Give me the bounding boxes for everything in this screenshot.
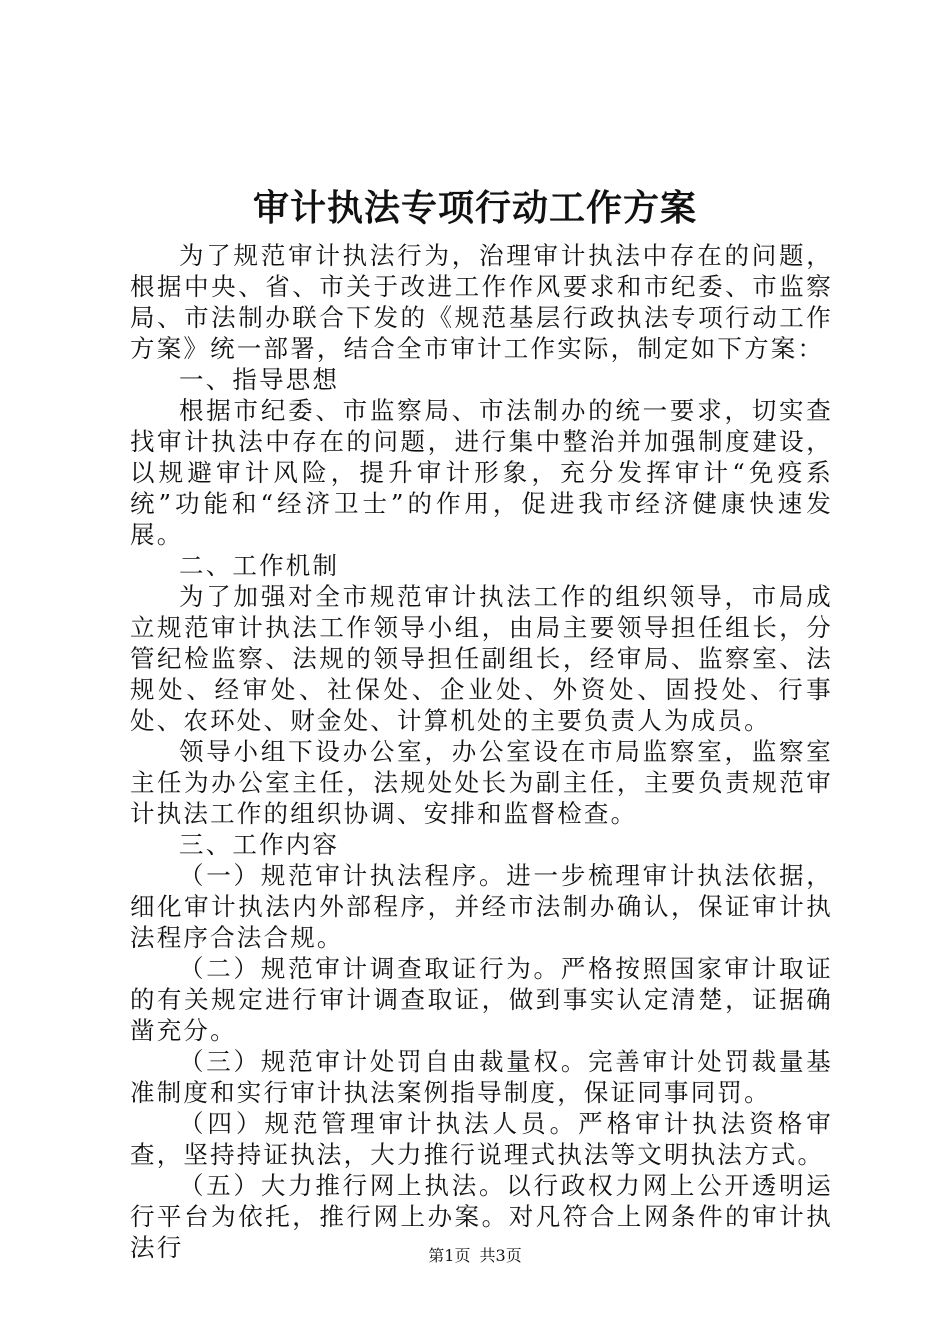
section-heading-work-mechanism: 二、工作机制 xyxy=(179,551,340,580)
page-number-total: 共3页 xyxy=(479,1246,522,1265)
work-mechanism-paragraph-1: 为了加强对全市规范审计执法工作的组织领导，市局成立规范审计执法工作领导小组，由局主要领导担任组长，分管纪检监察、法规的领导担任副组长，经审局、监察室、法规处、经审处、社保处、企业处、外资处、固投处、行事处、农环处、财金处、计算机处的主要负责人为成员。 xyxy=(130,582,833,735)
document-title: 审计执法专项行动工作方案 xyxy=(252,187,697,229)
document-body xyxy=(130,240,833,1263)
page-number-current: 第1页 xyxy=(428,1246,471,1265)
work-content-item-2: （二）规范审计调查取证行为。严格按照国家审计取证的有关规定进行审计调查取证，做到事实认定清楚，证据确凿充分。 xyxy=(130,954,833,1045)
guiding-thought-paragraph: 根据市纪委、市监察局、市法制办的统一要求，切实查找审计执法中存在的问题，进行集中整治并加强制度建设，以规避审计风险，提升审计形象，充分发挥审计“免疫系统”功能和“经济卫士”的作用，促进我市经济健康快速发展。 xyxy=(130,396,833,549)
work-content-item-4: （四）规范管理审计执法人员。严格审计执法资格审查，坚持持证执法，大力推行说理式执法等文明执法方式。 xyxy=(130,1109,833,1169)
section-heading-work-content: 三、工作内容 xyxy=(179,830,340,859)
work-content-item-1: （一）规范审计执法程序。进一步梳理审计执法依据，细化审计执法内外部程序，并经市法制办确认，保证审计执法程序合法合规。 xyxy=(130,861,833,952)
work-content-item-5: （五）大力推行网上执法。以行政权力网上公开透明运行平台为依托，推行网上办案。对凡符合上网条件的审计执法行 xyxy=(130,1171,833,1262)
section-heading-guiding-thought: 一、指导思想 xyxy=(179,365,340,394)
work-mechanism-paragraph-2: 领导小组下设办公室，办公室设在市局监察室，监察室主任为办公室主任，法规处处长为副主任，主要负责规范审计执法工作的组织协调、安排和监督检查。 xyxy=(130,737,833,828)
page-footer xyxy=(0,1246,950,1266)
intro-paragraph: 为了规范审计执法行为，治理审计执法中存在的问题，根据中央、省、市关于改进工作作风要求和市纪委、市监察局、市法制办联合下发的《规范基层行政执法专项行动工作方案》统一部署，结合全市审计工作实际，制定如下方案： xyxy=(130,241,833,363)
work-content-item-3: （三）规范审计处罚自由裁量权。完善审计处罚裁量基准制度和实行审计执法案例指导制度，保证同事同罚。 xyxy=(130,1047,833,1107)
